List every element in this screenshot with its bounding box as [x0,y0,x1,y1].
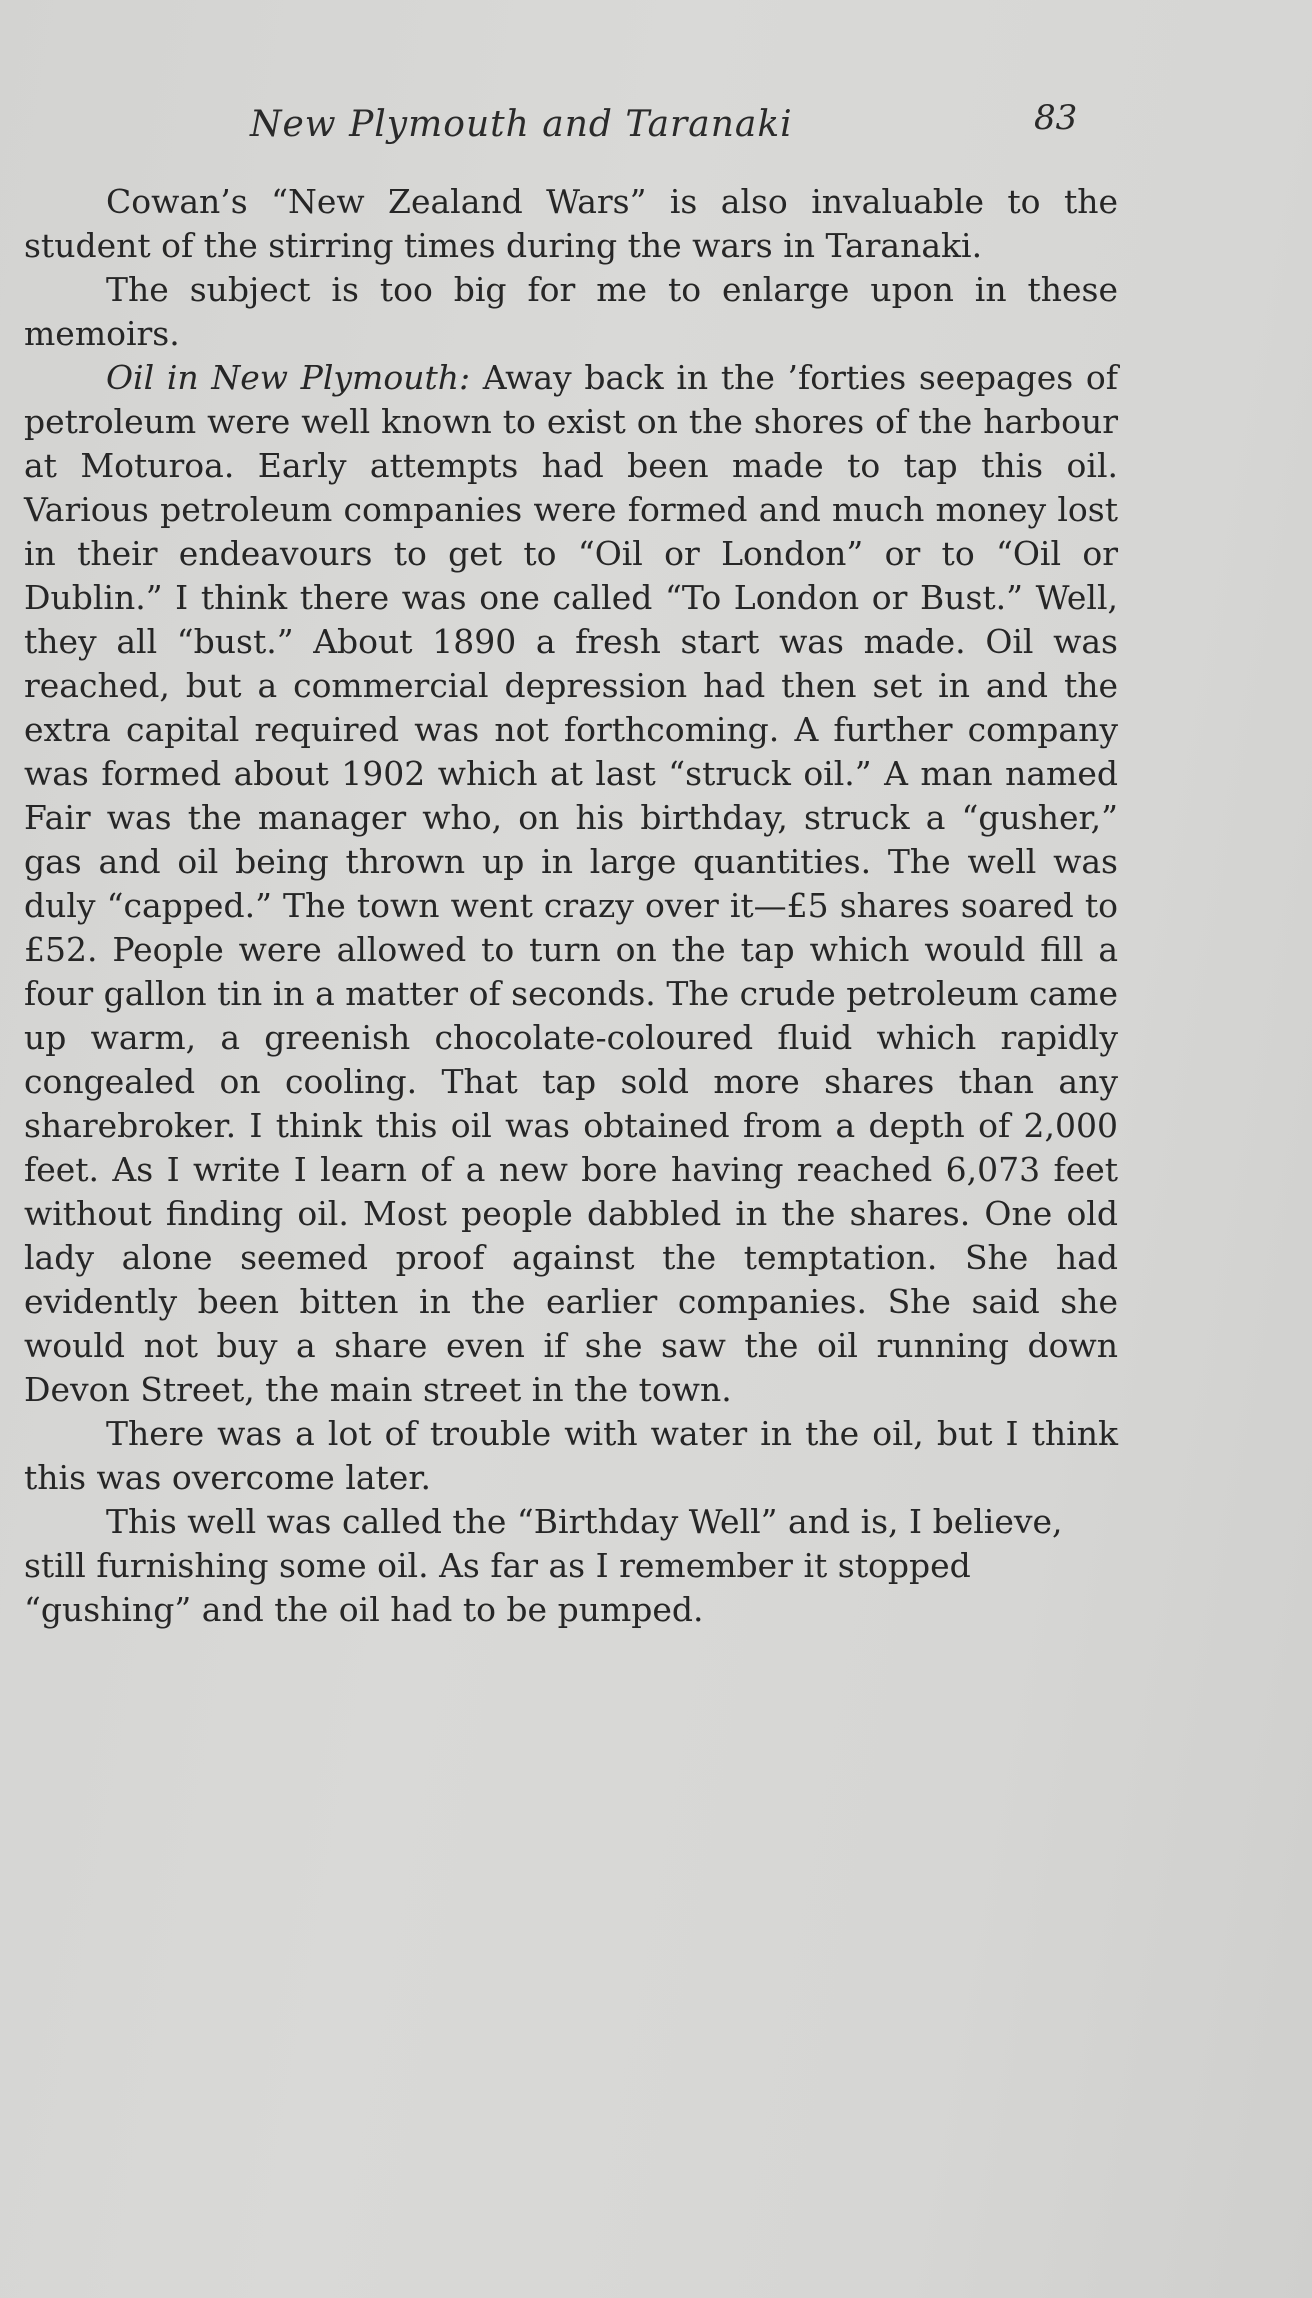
paragraph-text: There was a lot of trouble with water in the oil, but I think this was overcome later. [24,1414,1118,1497]
paragraph-3 [24,356,1118,1412]
paragraph-text: Cowan’s “New Zealand Wars” is also invaluable to the student of the stirring times during the wars in Taranaki. [24,182,1118,265]
paragraph-text: This well was called the “Birthday Well” and is, I believe, still furnishing some oil. As far as I remember it stopped “gushing” and the oil had to be pumped. [24,1502,1063,1629]
page-header [0,96,1312,156]
running-title: New Plymouth and Taranaki [250,104,793,145]
body-text [24,180,1118,1632]
paragraph-5 [24,1500,1118,1632]
paragraph-text: Away back in the ’forties seepages of petroleum were well known to exist on the shores of the harbour at Moturoa. Early attempts had been made to tap this oil. Various petroleum companies were formed and much money lost in their endeavours to get to “Oil or London” or to “Oil or Dublin.” I think there was one called “To London or Bust.” Well, they all “bust.” About 1890 a fresh start was made. Oil was reached, but a commercial depression had then set in and the extra capital required was not forthcoming. A further company was formed about 1902 which at last “struck oil.” A man named Fair was the manager who, on his birthday, struck a “gusher,” gas and oil being thrown up in large quantities. The well was duly “capped.” The town went crazy over it—£5 shares soared to £52. People were allowed to turn on the tap which would fill a four gallon tin in a matter of seconds. The crude petroleum came up warm, a greenish chocolate-coloured fluid which rapidly congealed on cooling. That tap sold more shares than any sharebroker. I think this oil was obtained from a depth of 2,000 feet. As I write I learn of a new bore having reached 6,073 feet without finding oil. Most people dabbled in the shares. One old lady alone seemed proof against the temptation. She had evidently been bitten in the earlier companies. She said she would not buy a share even if she saw the oil running down Devon Street, the main street in the town. [24,358,1118,1409]
section-lead-oil-in-new-plymouth: Oil in New Plymouth: [106,358,471,397]
page-number: 83 [1034,98,1078,138]
paragraph-1 [24,180,1118,268]
paragraph-text: The subject is too big for me to enlarge upon in these memoirs. [24,270,1118,353]
paragraph-2 [24,268,1118,356]
paragraph-4 [24,1412,1118,1500]
